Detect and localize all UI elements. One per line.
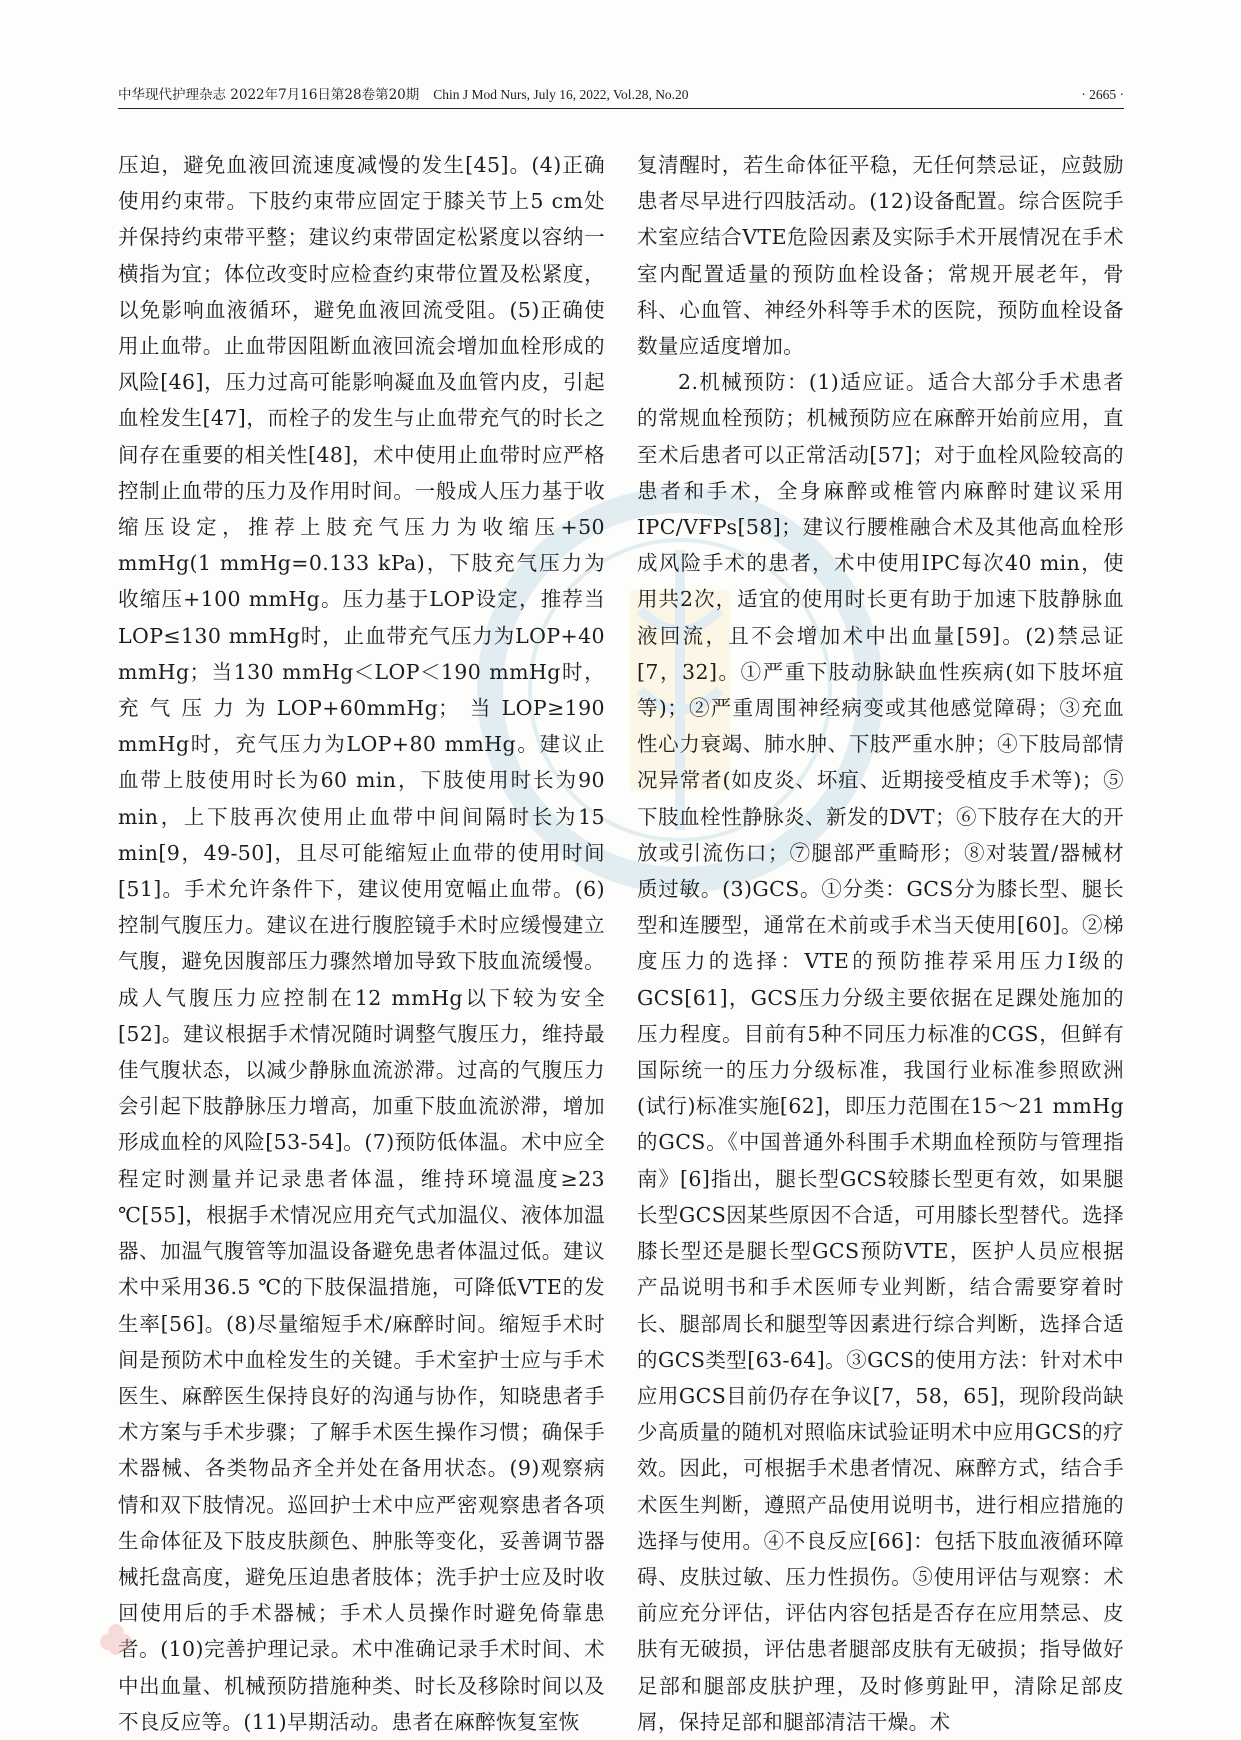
running-header	[118, 84, 1124, 109]
right-paragraph-2: 2.机械预防：(1)适应证。适合大部分手术患者的常规血栓预防；机械预防应在麻醉开始前应用，直至术后患者可以正常活动[57]；对于血栓风险较高的患者和手术，全身麻醉或椎管内麻醉时建议采用IPC/VFPs[58]；建议行腰椎融合术及其他高血栓形成风险手术的患者，术中使用IPC每次40 min，使用共2次，适宜的使用时长更有助于加速下肢静脉血液回流，且不会增加术中出血量[59]。(2)禁忌证[7，32]。①严重下肢动脉缺血性疾病(如下肢坏疽等)；②严重周围神经病变或其他感觉障碍；③充血性心力衰竭、肺水肿、下肢严重水肿；④下肢局部情况异常者(如皮炎、坏疽、近期接受植皮手术等)；⑤下肢血栓性静脉炎、新发的DVT；⑥下肢存在大的开放或引流伤口；⑦腿部严重畸形；⑧对装置/器械材质过敏。(3)GCS。①分类：GCS分为膝长型、腿长型和连腰型，通常在术前或手术当天使用[60]。②梯度压力的选择：VTE的预防推荐采用压力Ⅰ级的GCS[61]，GCS压力分级主要依据在足踝处施加的压力程度。目前有5种不同压力标准的CGS，但鲜有国际统一的压力分级标准，我国行业标准参照欧洲(试行)标准实施[62]，即压力范围在15～21 mmHg的GCS。《中国普通外科围手术期血栓预防与管理指南》[6]指出，腿长型GCS较膝长型更有效，如果腿长型GCS因某些原因不合适，可用膝长型替代。选择膝长型还是腿长型GCS预防VTE，医护人员应根据产品说明书和手术医师专业判断，结合需要穿着时长、腿部周长和腿型等因素进行综合判断，选择合适的GCS类型[63-64]。③GCS的使用方法：针对术中应用GCS目前仍存在争议[7，58，65]，现阶段尚缺少高质量的随机对照临床试验证明术中应用GCS的疗效。因此，可根据手术患者情况、麻醉方式，结合手术医生判断，遵照产品使用说明书，进行相应措施的选择与使用。④不良反应[66]：包括下肢血液循环障碍、皮肤过敏、压力性损伤。⑤使用评估与观察：术前应充分评估，评估内容包括是否存在应用禁忌、皮肤有无破损，评估患者腿部皮肤有无破损；指导做好足部和腿部皮肤护理，及时修剪趾甲，清除足部皮屑，保持足部和腿部清洁干燥。术	[637, 370, 1124, 1734]
flower-logo-icon	[96, 1620, 136, 1660]
right-column	[637, 147, 1124, 1734]
journal-title-cn: 中华现代护理杂志 2022年7月16日第28卷第20期	[118, 87, 420, 103]
left-column	[118, 147, 605, 1734]
publisher-logo-watermark	[96, 1620, 526, 1660]
page-number: · 2665 ·	[1081, 87, 1124, 102]
journal-title-en: Chin J Mod Nurs, July 16, 2022, Vol.28, No.20	[433, 87, 689, 102]
right-paragraph-1: 复清醒时，若生命体征平稳，无任何禁忌证，应鼓励患者尽早进行四肢活动。(12)设备配置。综合医院手术室应结合VTE危险因素及实际手术开展情况在手术室内配置适量的预防血栓设备；常规开展老年，骨科、心血管、神经外科等手术的医院，预防血栓设备数量应适度增加。	[637, 153, 1124, 359]
left-column-text: 压迫，避免血液回流速度减慢的发生[45]。(4)正确使用约束带。下肢约束带应固定于膝关节上5 cm处并保持约束带平整；建议约束带固定松紧度以容纳一横指为宜；体位改变时应检查约束带位置及松紧度，以免影响血液循环，避免血液回流受阻。(5)正确使用止血带。止血带因阻断血液回流会增加血栓形成的风险[46]，压力过高可能影响凝血及血管内皮，引起血栓发生[47]，而栓子的发生与止血带充气的时长之间存在重要的相关性[48]，术中使用止血带时应严格控制止血带的压力及作用时间。一般成人压力基于收缩压设定，推荐上肢充气压力为收缩压+50 mmHg(1 mmHg=0.133 kPa)，下肢充气压力为收缩压+100 mmHg。压力基于LOP设定，推荐当LOP≤130 mmHg时，止血带充气压力为LOP+40 mmHg；当130 mmHg＜LOP＜190 mmHg时，充气压力为LOP+60mmHg；当LOP≥190 mmHg时，充气压力为LOP+80 mmHg。建议止血带上肢使用时长为60 min，下肢使用时长为90 min，上下肢再次使用止血带中间间隔时长为15 min[9，49-50]，且尽可能缩短止血带的使用时间[51]。手术允许条件下，建议使用宽幅止血带。(6)控制气腹压力。建议在进行腹腔镜手术时应缓慢建立气腹，避免因腹部压力骤然增加导致下肢血流缓慢。成人气腹压力应控制在12 mmHg以下较为安全[52]。建议根据手术情况随时调整气腹压力，维持最佳气腹状态，以减少静脉血流淤滞。过高的气腹压力会引起下肢静脉压力增高，加重下肢血流淤滞，增加形成血栓的风险[53-54]。(7)预防低体温。术中应全程定时测量并记录患者体温，维持环境温度≥23 ℃[55]，根据手术情况应用充气式加温仪、液体加温器、加温气腹管等加温设备避免患者体温过低。建议术中采用36.5 ℃的下肢保温措施，可降低VTE的发生率[56]。(8)尽量缩短手术/麻醉时间。缩短手术时间是预防术中血栓发生的关键。手术室护士应与手术医生、麻醉医生保持良好的沟通与协作，知晓患者手术方案与手术步骤；了解手术医生操作习惯；确保手术器械、各类物品齐全并处在备用状态。(9)观察病情和双下肢情况。巡回护士术中应严密观察患者各项生命体征及下肢皮肤颜色、肿胀等变化，妥善调节器械托盘高度，避免压迫患者肢体；洗手护士应及时收回使用后的手术器械；手术人员操作时避免倚靠患者。(10)完善护理记录。术中准确记录手术时间、术中出血量、机械预防措施种类、时长及移除时间以及不良反应等。(11)早期活动。患者在麻醉恢复室恢	[118, 153, 605, 1734]
journal-citation	[118, 86, 689, 104]
